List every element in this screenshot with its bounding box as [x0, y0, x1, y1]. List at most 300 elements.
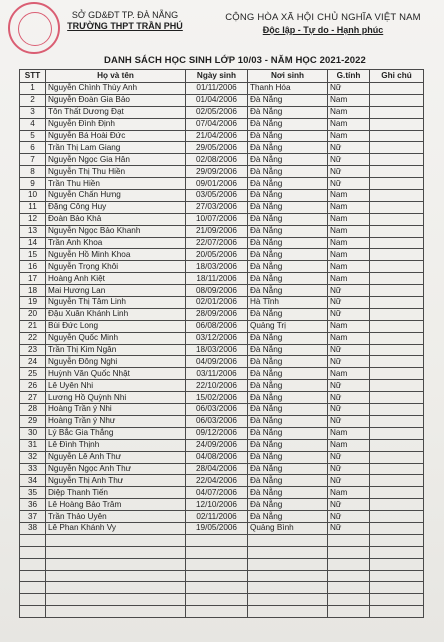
cell-note [370, 499, 424, 511]
table-row [20, 83, 424, 95]
table-row [20, 320, 424, 332]
cell-dob: 22/07/2006 [186, 237, 248, 249]
cell-stt: 27 [20, 392, 46, 404]
cell-name: Trần Thị Lam Giang [46, 142, 186, 154]
col-header-stt: STT [20, 70, 46, 83]
cell-place: Đà Nẵng [248, 415, 328, 427]
cell-blank [248, 534, 328, 546]
cell-dob: 02/11/2006 [186, 511, 248, 523]
table-row [20, 499, 424, 511]
cell-note [370, 285, 424, 297]
table-row [20, 511, 424, 523]
cell-blank [46, 594, 186, 606]
cell-sex: Nam [328, 368, 370, 380]
cell-sex: Nữ [328, 178, 370, 190]
cell-dob: 24/09/2006 [186, 439, 248, 451]
cell-name: Lê Uyên Nhi [46, 380, 186, 392]
cell-note [370, 261, 424, 273]
cell-blank [328, 606, 370, 618]
cell-place: Đà Nẵng [248, 487, 328, 499]
cell-name: Nguyễn Hồ Minh Khoa [46, 249, 186, 261]
cell-place: Đà Nẵng [248, 427, 328, 439]
cell-note [370, 320, 424, 332]
cell-place: Đà Nẵng [248, 118, 328, 130]
col-header-name: Họ và tên [46, 70, 186, 83]
cell-dob: 18/11/2006 [186, 273, 248, 285]
cell-dob: 21/04/2006 [186, 130, 248, 142]
cell-stt: 11 [20, 201, 46, 213]
cell-sex: Nữ [328, 356, 370, 368]
cell-sex: Nam [328, 118, 370, 130]
nation-motto: Độc lập - Tự do - Hạnh phúc [262, 25, 384, 35]
table-row [20, 344, 424, 356]
table-header-row [20, 70, 424, 83]
table-row [20, 261, 424, 273]
cell-name: Lê Đình Thịnh [46, 439, 186, 451]
table-row-blank [20, 534, 424, 546]
cell-blank [186, 594, 248, 606]
cell-dob: 12/10/2006 [186, 499, 248, 511]
cell-note [370, 201, 424, 213]
table-row [20, 178, 424, 190]
cell-dob: 29/05/2006 [186, 142, 248, 154]
cell-name: Trần Thị Kim Ngân [46, 344, 186, 356]
cell-place: Đà Nẵng [248, 368, 328, 380]
cell-name: Nguyễn Ngọc Bảo Khanh [46, 225, 186, 237]
cell-name: Nguyễn Bá Hoài Đức [46, 130, 186, 142]
table-row [20, 463, 424, 475]
cell-name: Nguyễn Ngọc Anh Thư [46, 463, 186, 475]
cell-blank [248, 546, 328, 558]
cell-place: Đà Nẵng [248, 404, 328, 416]
cell-dob: 04/09/2006 [186, 356, 248, 368]
cell-dob: 19/05/2006 [186, 522, 248, 534]
cell-stt: 15 [20, 249, 46, 261]
cell-sex: Nam [328, 94, 370, 106]
nation-line1: CỘNG HÒA XÃ HỘI CHỦ NGHĨA VIỆT NAM [225, 12, 421, 23]
cell-name: Lương Hồ Quỳnh Nhi [46, 392, 186, 404]
cell-note [370, 475, 424, 487]
cell-blank [370, 570, 424, 582]
cell-name: Đặng Công Huy [46, 201, 186, 213]
cell-blank [20, 594, 46, 606]
cell-place: Đà Nẵng [248, 166, 328, 178]
table-row-blank [20, 594, 424, 606]
cell-blank [248, 570, 328, 582]
cell-blank [248, 594, 328, 606]
cell-name: Nguyễn Chấn Hưng [46, 190, 186, 202]
cell-name: Nguyễn Trọng Khôi [46, 261, 186, 273]
cell-stt: 9 [20, 178, 46, 190]
cell-sex: Nam [328, 487, 370, 499]
cell-sex: Nam [328, 190, 370, 202]
cell-sex: Nam [328, 106, 370, 118]
table-row [20, 487, 424, 499]
cell-stt: 34 [20, 475, 46, 487]
cell-note [370, 130, 424, 142]
cell-dob: 04/07/2006 [186, 487, 248, 499]
cell-note [370, 404, 424, 416]
cell-place: Đà Nẵng [248, 451, 328, 463]
cell-note [370, 463, 424, 475]
cell-place: Đà Nẵng [248, 344, 328, 356]
cell-name: Nguyễn Đông Nghi [46, 356, 186, 368]
cell-blank [328, 546, 370, 558]
cell-sex: Nữ [328, 392, 370, 404]
cell-blank [248, 606, 328, 618]
cell-stt: 5 [20, 130, 46, 142]
cell-place: Đà Nẵng [248, 130, 328, 142]
cell-name: Hoàng Trần ý Như [46, 415, 186, 427]
cell-stt: 4 [20, 118, 46, 130]
cell-name: Đoàn Bảo Khả [46, 213, 186, 225]
cell-sex: Nữ [328, 142, 370, 154]
cell-place: Đà Nẵng [248, 392, 328, 404]
cell-stt: 36 [20, 499, 46, 511]
cell-name: Diệp Thanh Tiến [46, 487, 186, 499]
cell-name: Trần Thu Hiền [46, 178, 186, 190]
cell-name: Trần Anh Khoa [46, 237, 186, 249]
cell-place: Đà Nẵng [248, 190, 328, 202]
cell-blank [248, 558, 328, 570]
cell-name: Lý Bắc Gia Thắng [46, 427, 186, 439]
cell-note [370, 368, 424, 380]
cell-blank [248, 582, 328, 594]
cell-place: Đà Nẵng [248, 439, 328, 451]
cell-dob: 10/07/2006 [186, 213, 248, 225]
cell-note [370, 415, 424, 427]
cell-dob: 01/11/2006 [186, 83, 248, 95]
cell-stt: 8 [20, 166, 46, 178]
nation-header [210, 12, 436, 36]
table-row-blank [20, 582, 424, 594]
cell-sex: Nữ [328, 463, 370, 475]
table-row [20, 118, 424, 130]
cell-place: Đà Nẵng [248, 356, 328, 368]
cell-sex: Nữ [328, 511, 370, 523]
cell-note [370, 451, 424, 463]
cell-dob: 07/04/2006 [186, 118, 248, 130]
cell-sex: Nam [328, 439, 370, 451]
cell-blank [370, 534, 424, 546]
cell-dob: 09/12/2006 [186, 427, 248, 439]
table-row [20, 106, 424, 118]
cell-name: Nguyễn Thị Tâm Linh [46, 297, 186, 309]
table-row [20, 285, 424, 297]
cell-stt: 25 [20, 368, 46, 380]
cell-sex: Nam [328, 213, 370, 225]
cell-blank [20, 558, 46, 570]
col-header-note: Ghi chú [370, 70, 424, 83]
cell-stt: 18 [20, 285, 46, 297]
table-row [20, 190, 424, 202]
table-row [20, 142, 424, 154]
cell-stt: 22 [20, 332, 46, 344]
table-row [20, 94, 424, 106]
cell-place: Đà Nẵng [248, 332, 328, 344]
table-row [20, 225, 424, 237]
cell-sex: Nam [328, 130, 370, 142]
cell-stt: 24 [20, 356, 46, 368]
cell-sex: Nữ [328, 308, 370, 320]
cell-name: Nguyễn Quốc Minh [46, 332, 186, 344]
cell-place: Đà Nẵng [248, 213, 328, 225]
cell-name: Tôn Thất Dương Đạt [46, 106, 186, 118]
cell-blank [370, 546, 424, 558]
col-header-dob: Ngày sinh [186, 70, 248, 83]
cell-stt: 16 [20, 261, 46, 273]
cell-sex: Nữ [328, 451, 370, 463]
cell-sex: Nam [328, 249, 370, 261]
table-row [20, 392, 424, 404]
cell-place: Hà Tĩnh [248, 297, 328, 309]
cell-stt: 33 [20, 463, 46, 475]
cell-blank [20, 534, 46, 546]
cell-blank [328, 594, 370, 606]
cell-place: Đà Nẵng [248, 261, 328, 273]
cell-place: Đà Nẵng [248, 380, 328, 392]
cell-name: Bùi Đức Long [46, 320, 186, 332]
table-row-blank [20, 570, 424, 582]
cell-sex: Nữ [328, 83, 370, 95]
cell-blank [328, 534, 370, 546]
document-title: DANH SÁCH HỌC SINH LỚP 10/03 - NĂM HỌC 2021-2022 [104, 55, 366, 66]
cell-sex: Nữ [328, 380, 370, 392]
cell-sex: Nam [328, 332, 370, 344]
org-line1: SỞ GD&ĐT TP. ĐÀ NẴNG [71, 10, 179, 20]
cell-blank [186, 558, 248, 570]
cell-blank [46, 606, 186, 618]
table-row [20, 427, 424, 439]
cell-note [370, 427, 424, 439]
cell-name: Lê Hoàng Bảo Trâm [46, 499, 186, 511]
table-row [20, 404, 424, 416]
cell-stt: 13 [20, 225, 46, 237]
cell-sex: Nữ [328, 522, 370, 534]
cell-blank [20, 546, 46, 558]
cell-dob: 06/08/2006 [186, 320, 248, 332]
cell-place: Quảng Bình [248, 522, 328, 534]
org-header [40, 10, 210, 32]
table-row-blank [20, 546, 424, 558]
cell-dob: 15/02/2006 [186, 392, 248, 404]
table-row [20, 356, 424, 368]
table-row [20, 451, 424, 463]
cell-place: Đà Nẵng [248, 142, 328, 154]
cell-note [370, 297, 424, 309]
cell-note [370, 142, 424, 154]
cell-place: Đà Nẵng [248, 178, 328, 190]
cell-stt: 10 [20, 190, 46, 202]
cell-place: Đà Nẵng [248, 308, 328, 320]
table-row [20, 130, 424, 142]
cell-blank [370, 594, 424, 606]
table-row [20, 201, 424, 213]
cell-place: Đà Nẵng [248, 511, 328, 523]
cell-name: Hoàng Anh Kiệt [46, 273, 186, 285]
cell-stt: 30 [20, 427, 46, 439]
table-row [20, 237, 424, 249]
cell-sex: Nữ [328, 499, 370, 511]
table-row [20, 475, 424, 487]
table-row [20, 154, 424, 166]
table-row-blank [20, 558, 424, 570]
cell-name: Hoàng Trần ý Nhi [46, 404, 186, 416]
cell-stt: 28 [20, 404, 46, 416]
cell-blank [328, 582, 370, 594]
cell-stt: 29 [20, 415, 46, 427]
cell-dob: 29/09/2006 [186, 166, 248, 178]
cell-blank [46, 546, 186, 558]
cell-dob: 18/03/2006 [186, 344, 248, 356]
cell-note [370, 166, 424, 178]
cell-blank [46, 558, 186, 570]
cell-name: Nguyễn Chình Thùy Anh [46, 83, 186, 95]
cell-stt: 6 [20, 142, 46, 154]
cell-stt: 7 [20, 154, 46, 166]
col-header-sex: G.tính [328, 70, 370, 83]
cell-place: Đà Nẵng [248, 463, 328, 475]
cell-stt: 26 [20, 380, 46, 392]
cell-note [370, 487, 424, 499]
cell-dob: 22/10/2006 [186, 380, 248, 392]
cell-note [370, 94, 424, 106]
cell-sex: Nữ [328, 404, 370, 416]
col-header-place: Nơi sinh [248, 70, 328, 83]
table-row [20, 380, 424, 392]
cell-dob: 20/05/2006 [186, 249, 248, 261]
cell-stt: 38 [20, 522, 46, 534]
cell-dob: 03/12/2006 [186, 332, 248, 344]
cell-note [370, 249, 424, 261]
cell-note [370, 213, 424, 225]
cell-stt: 21 [20, 320, 46, 332]
cell-note [370, 522, 424, 534]
cell-blank [186, 546, 248, 558]
cell-dob: 08/09/2006 [186, 285, 248, 297]
cell-place: Đà Nẵng [248, 225, 328, 237]
cell-place: Đà Nẵng [248, 154, 328, 166]
cell-dob: 09/01/2006 [186, 178, 248, 190]
cell-name: Đậu Xuân Khánh Linh [46, 308, 186, 320]
table-row [20, 308, 424, 320]
cell-name: Nguyễn Thị Thu Hiền [46, 166, 186, 178]
cell-place: Đà Nẵng [248, 201, 328, 213]
cell-note [370, 106, 424, 118]
cell-stt: 2 [20, 94, 46, 106]
cell-stt: 20 [20, 308, 46, 320]
cell-note [370, 154, 424, 166]
cell-dob: 28/04/2006 [186, 463, 248, 475]
cell-place: Đà Nẵng [248, 499, 328, 511]
cell-note [370, 83, 424, 95]
cell-blank [186, 582, 248, 594]
cell-blank [370, 606, 424, 618]
cell-name: Trần Thảo Uyên [46, 511, 186, 523]
cell-blank [20, 570, 46, 582]
cell-sex: Nam [328, 273, 370, 285]
cell-name: Huỳnh Văn Quốc Nhật [46, 368, 186, 380]
cell-blank [186, 570, 248, 582]
cell-place: Quảng Trị [248, 320, 328, 332]
cell-dob: 03/05/2006 [186, 190, 248, 202]
cell-dob: 28/09/2006 [186, 308, 248, 320]
cell-dob: 06/03/2006 [186, 404, 248, 416]
cell-note [370, 225, 424, 237]
cell-stt: 19 [20, 297, 46, 309]
cell-place: Đà Nẵng [248, 249, 328, 261]
table-row [20, 297, 424, 309]
cell-sex: Nam [328, 237, 370, 249]
cell-note [370, 380, 424, 392]
cell-place: Đà Nẵng [248, 106, 328, 118]
cell-place: Đà Nẵng [248, 475, 328, 487]
cell-stt: 17 [20, 273, 46, 285]
student-table [19, 69, 424, 618]
cell-stt: 23 [20, 344, 46, 356]
table-row [20, 522, 424, 534]
cell-sex: Nữ [328, 154, 370, 166]
cell-dob: 03/11/2006 [186, 368, 248, 380]
cell-blank [20, 582, 46, 594]
cell-stt: 12 [20, 213, 46, 225]
cell-note [370, 356, 424, 368]
cell-note [370, 190, 424, 202]
cell-stt: 14 [20, 237, 46, 249]
cell-blank [328, 570, 370, 582]
cell-blank [186, 534, 248, 546]
cell-sex: Nữ [328, 415, 370, 427]
cell-sex: Nam [328, 225, 370, 237]
cell-sex: Nam [328, 201, 370, 213]
cell-sex: Nữ [328, 166, 370, 178]
cell-dob: 02/01/2006 [186, 297, 248, 309]
cell-stt: 32 [20, 451, 46, 463]
cell-name: Nguyễn Đình Định [46, 118, 186, 130]
cell-place: Đà Nẵng [248, 285, 328, 297]
cell-name: Nguyễn Thị Anh Thư [46, 475, 186, 487]
cell-stt: 37 [20, 511, 46, 523]
cell-sex: Nữ [328, 344, 370, 356]
cell-sex: Nữ [328, 297, 370, 309]
cell-note [370, 511, 424, 523]
cell-dob: 27/03/2006 [186, 201, 248, 213]
cell-sex: Nam [328, 320, 370, 332]
cell-stt: 35 [20, 487, 46, 499]
cell-dob: 22/04/2006 [186, 475, 248, 487]
cell-place: Thanh Hóa [248, 83, 328, 95]
cell-dob: 01/04/2006 [186, 94, 248, 106]
cell-stt: 3 [20, 106, 46, 118]
cell-note [370, 308, 424, 320]
table-row [20, 249, 424, 261]
cell-blank [186, 606, 248, 618]
cell-blank [46, 582, 186, 594]
cell-note [370, 392, 424, 404]
table-row [20, 273, 424, 285]
cell-blank [370, 582, 424, 594]
table-row [20, 439, 424, 451]
cell-blank [328, 558, 370, 570]
cell-stt: 31 [20, 439, 46, 451]
cell-place: Đà Nẵng [248, 237, 328, 249]
table-row [20, 368, 424, 380]
cell-blank [20, 606, 46, 618]
cell-dob: 06/03/2006 [186, 415, 248, 427]
cell-note [370, 332, 424, 344]
cell-note [370, 273, 424, 285]
cell-name: Lê Phan Khánh Vy [46, 522, 186, 534]
